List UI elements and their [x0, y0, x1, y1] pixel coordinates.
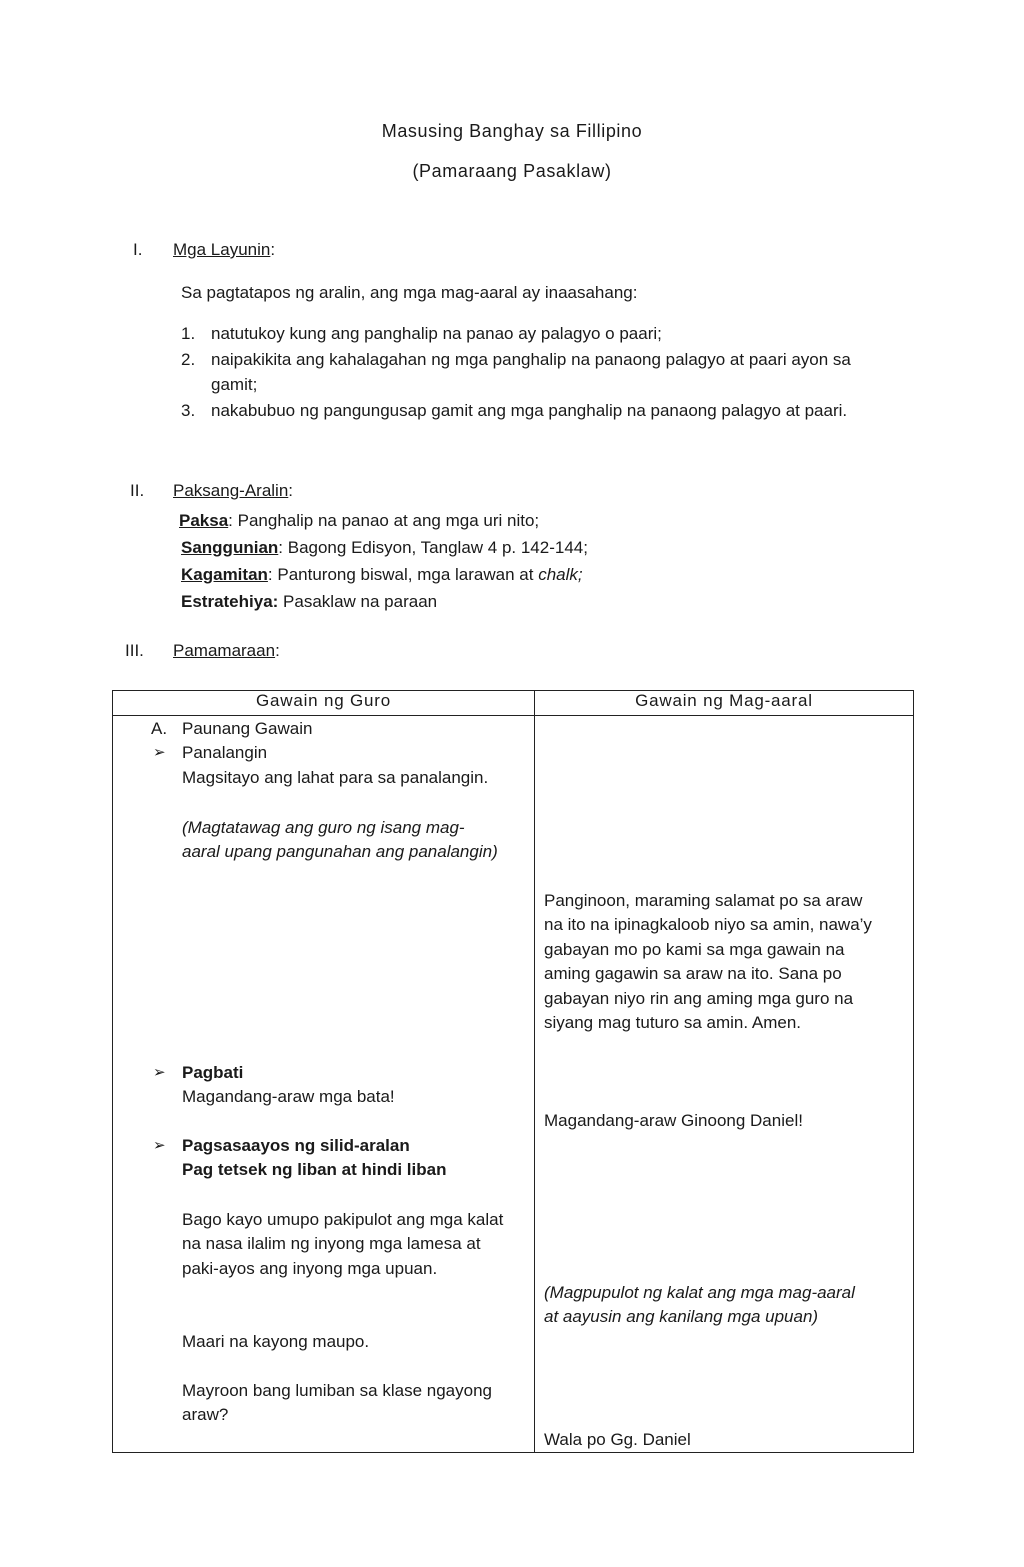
- header-magaaral: Gawain ng Mag-aaral: [535, 691, 914, 716]
- prayer-line-6: siyang mag tuturo sa amin. Amen.: [544, 1013, 802, 1032]
- greeting-response: Magandang-araw Ginoong Daniel!: [544, 1111, 803, 1130]
- objectives-list: [181, 321, 901, 424]
- section-3-heading: Pamamaraan:: [173, 641, 280, 660]
- panalangin-text: Magsitayo ang lahat para sa panalangin.: [182, 768, 489, 787]
- magaaral-cell: [535, 716, 914, 1453]
- pagtetsek-title: Pag tetsek ng liban at hindi liban: [182, 1160, 447, 1179]
- estratehiya-line: Estratehiya: Pasaklaw na paraan: [181, 592, 438, 611]
- pagbati-title: Pagbati: [182, 1063, 244, 1082]
- panalangin-note-1: (Magtatawag ang guro ng isang mag-: [182, 818, 465, 837]
- lumiban-line-1: Mayroon bang lumiban sa klase ngayong: [182, 1381, 492, 1400]
- arrow-bullet-icon: ➢: [153, 744, 166, 761]
- clean-note-1: (Magpupulot ng kalat ang mga mag-aaral: [544, 1283, 855, 1302]
- pagbati-text: Magandang-araw mga bata!: [182, 1087, 395, 1106]
- pagsasaayos-title: Pagsasaayos ng silid-aralan: [182, 1136, 410, 1155]
- section-1-title: Mga Layunin: [173, 240, 271, 259]
- panalangin-note-2: aaral upang pangunahan ang panalangin): [182, 842, 498, 861]
- objective-item: 3. nakabubuo ng pangungusap gamit ang mga panghalip na panaong palagyo at paari.: [181, 401, 848, 420]
- section-2-heading: Paksang-Aralin:: [173, 481, 294, 500]
- section-1-heading: Mga Layunin:: [173, 240, 276, 259]
- panalangin-title: Panalangin: [182, 743, 268, 762]
- procedure-table: [112, 690, 914, 1453]
- section-3-title: Pamamaraan: [173, 641, 276, 660]
- maupo-text: Maari na kayong maupo.: [182, 1332, 370, 1351]
- arrow-bullet-icon: ➢: [153, 1064, 166, 1081]
- objective-item: 2. naipakikita ang kahalagahan ng mga panghalip na panaong palagyo at paari ayon sa gamit;: [181, 350, 851, 394]
- arrow-bullet-icon: ➢: [153, 1137, 166, 1154]
- page-title: Masusing Banghay sa Fillipino: [381, 121, 643, 141]
- kagamitan-line: Kagamitan: Panturong biswal, mga larawan at chalk;: [181, 565, 583, 584]
- section-a-title: Paunang Gawain: [182, 719, 313, 738]
- prayer-line-4: aming gagawin sa araw na ito. Sana po: [544, 964, 842, 983]
- clean-note-2: at aayusin ang kanilang mga upuan): [544, 1307, 819, 1326]
- section-a-letter: A.: [151, 719, 168, 738]
- page-subtitle: (Pamaraang Pasaklaw): [412, 161, 612, 181]
- prayer-line-3: gabayan mo po kami sa mga gawain na: [544, 940, 845, 959]
- objectives-intro: Sa pagtatapos ng aralin, ang mga mag-aaral ay inaasahang:: [181, 283, 638, 302]
- bago-line-3: paki-ayos ang inyong mga upuan.: [182, 1259, 438, 1278]
- section-1-number: I.: [133, 240, 143, 259]
- paksa-line: Paksa: Panghalip na panao at ang mga uri nito;: [179, 511, 540, 530]
- bago-line-2: na nasa ilalim ng inyong mga lamesa at: [182, 1234, 481, 1253]
- prayer-line-2: na ito na ipinagkaloob niyo sa amin, nawa’y: [544, 915, 872, 934]
- prayer-line-5: gabayan niyo rin ang aming mga guro na: [544, 989, 854, 1008]
- bago-line-1: Bago kayo umupo pakipulot ang mga kalat: [182, 1210, 504, 1229]
- topic-details: [179, 507, 588, 615]
- prayer-line-1: Panginoon, maraming salamat po sa araw: [544, 891, 863, 910]
- section-2-title: Paksang-Aralin: [173, 481, 289, 500]
- absent-response: Wala po Gg. Daniel: [544, 1430, 691, 1449]
- guro-cell: [113, 716, 535, 1453]
- header-guro: Gawain ng Guro: [113, 691, 535, 716]
- sanggunian-line: Sanggunian: Bagong Edisyon, Tanglaw 4 p. 142-144;: [181, 538, 588, 557]
- section-2-number: II.: [130, 481, 145, 500]
- objective-item: 1. natutukoy kung ang panghalip na panao ay palagyo o paari;: [181, 324, 662, 343]
- lumiban-line-2: araw?: [182, 1405, 229, 1424]
- section-3-number: III.: [125, 641, 144, 660]
